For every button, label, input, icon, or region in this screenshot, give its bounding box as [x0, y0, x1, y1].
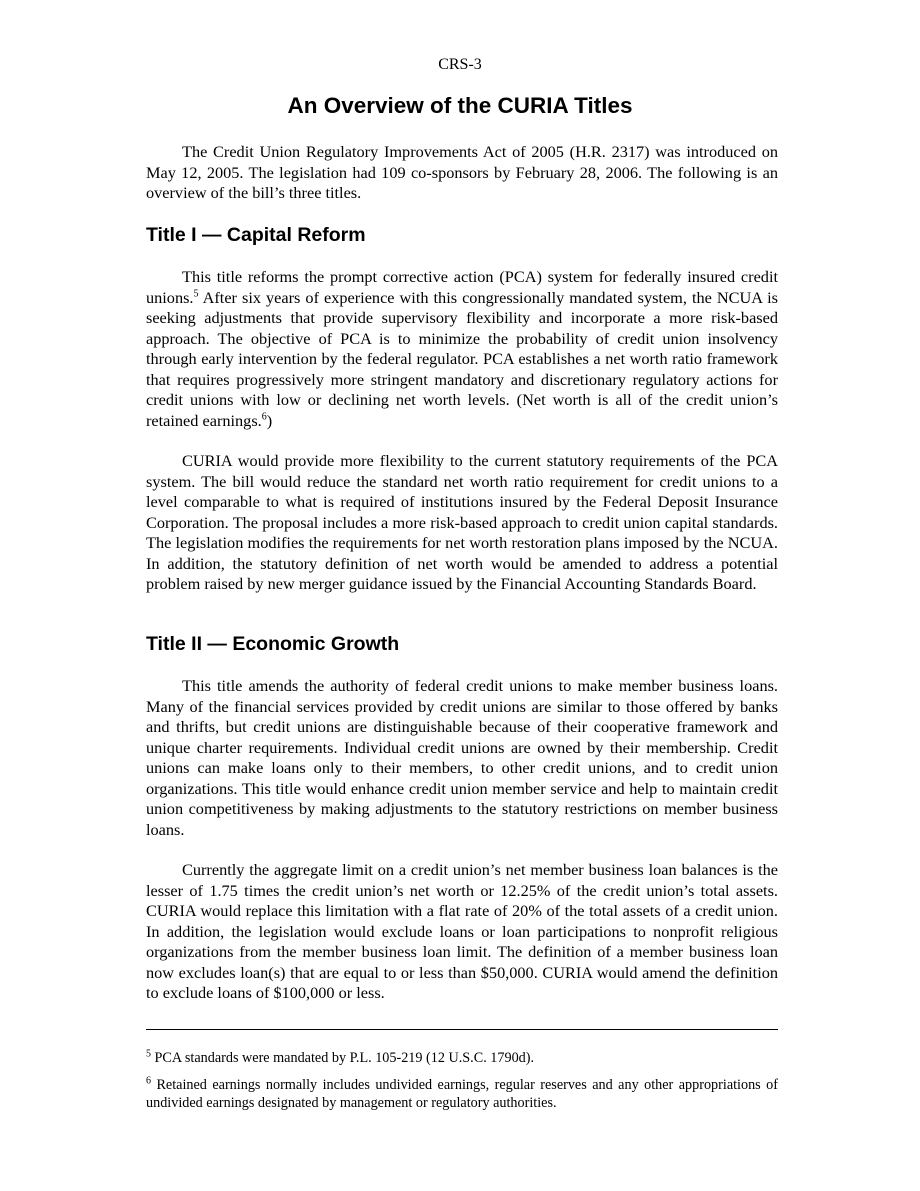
title1-p1-text-b: After six years of experience with this congressionally mandated system, the NCUA is seeking adjustments that provide supervisory flexibility and incorporate a more risk-based approach. The objective of PCA is to minimize the probability of credit union insolvency through early intervention by the federal regulator. PCA establishes a net worth ratio framework that requires progressively more stringent mandatory and discretionary regulatory actions for credit unions with low or declining net worth levels. (Net worth is all of the credit union’s retained earnings.: [146, 287, 778, 430]
footnote-5: [146, 1049, 778, 1067]
document-title: An Overview of the CURIA Titles: [287, 93, 633, 118]
title2-paragraph-1-wrap: [146, 676, 778, 840]
title1-p1-text-c: ): [266, 410, 273, 430]
title1-paragraph-1-wrap: [146, 267, 778, 431]
title2-section: [146, 633, 778, 656]
footnote-6-mark: 6: [146, 1075, 151, 1087]
footnote-6-text: Retained earnings normally includes undivided earnings, regular reserves and any other appropriations of undivided earnings designated by management or regulatory authorities.: [146, 1077, 778, 1111]
footnote-ref-5: 5: [193, 288, 199, 300]
title1-paragraph-1: [146, 267, 778, 431]
footnote-5-text: PCA standards were mandated by P.L. 105-219 (12 U.S.C. 1790d).: [151, 1050, 535, 1066]
intro-section: [146, 142, 778, 204]
title1-heading: Title I — Capital Reform: [146, 224, 366, 246]
page-number-header: CRS-3: [438, 56, 482, 73]
title2-paragraph-1: This title amends the authority of federal credit unions to make member business loans. Many of the financial services provided by credit unions are similar to those offered by banks and thrifts, but credit unions are distinguishable because of their cooperative framework and unique charter requirements. Individual credit unions are owned by their membership. Credit unions can make loans only to their members, to other credit unions, and to credit union organizations. This title would enhance credit union member service and help to maintain credit union competitiveness by making adjustments to the statutory restrictions on member business loans.: [146, 676, 778, 839]
footnote-6: [146, 1076, 778, 1112]
intro-paragraph: The Credit Union Regulatory Improvements Act of 2005 (H.R. 2317) was introduced on May 12, 2005. The legislation had 109 co-sponsors by February 28, 2006. The following is an overview of the bill’s three titles.: [146, 142, 778, 202]
title1-paragraph-2-wrap: [146, 451, 778, 595]
footnote-ref-6: 6: [261, 411, 267, 423]
title1-paragraph-2: CURIA would provide more flexibility to the current statutory requirements of the PCA system. The bill would reduce the standard net worth ratio requirement for credit unions to a level comparable to what is required of institutions insured by the Federal Deposit Insurance Corporation. The proposal includes a more risk-based approach to credit union capital standards. The legislation modifies the requirements for net worth restoration plans imposed by the NCUA. In addition, the statutory definition of net worth would be amended to address a potential problem raised by new merger guidance issued by the Financial Accounting Standards Board.: [146, 451, 778, 593]
title2-paragraph-2: Currently the aggregate limit on a credit union’s net member business loan balances is the lesser of 1.75 times the credit union’s net worth or 12.25% of the credit union’s total assets. CURIA would replace this limitation with a flat rate of 20% of the total assets of a credit union. In addition, the legislation would exclude loans or loan participations to nonprofit religious organizations from the member business loan limit. The definition of a member business loan now excludes loan(s) that are equal to or less than $50,000. CURIA would amend the definition to exclude loans of $100,000 or less.: [146, 860, 778, 1002]
footnote-5-mark: 5: [146, 1048, 151, 1060]
title1-section: [146, 224, 778, 247]
footnote-divider: [146, 1029, 778, 1030]
title1-p1-text-a: This title reforms the prompt corrective action (PCA) system for federally insured credit unions.: [146, 267, 778, 307]
title2-heading: Title II — Economic Growth: [146, 633, 400, 655]
title2-paragraph-2-wrap: [146, 860, 778, 1004]
